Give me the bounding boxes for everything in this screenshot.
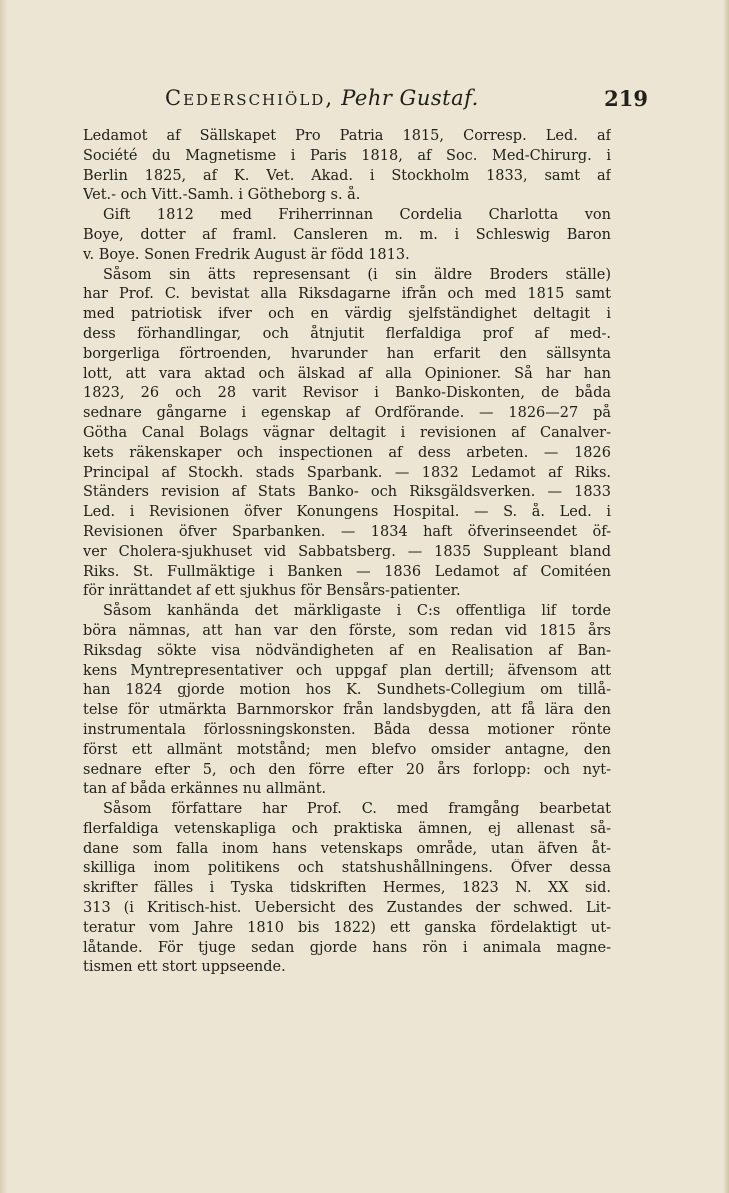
text-line: Riksdag sökte visa nödvändigheten af en Realisation af Ban- (83, 642, 611, 659)
page-number: 219 (604, 86, 648, 111)
text-line: Led. i Revisionen öfver Konungens Hospital. — S. å. Led. i (83, 504, 611, 521)
text-line: Boye, dotter af framl. Cansleren m. m. i Schleswig Baron (83, 226, 611, 243)
text-line: dess förhandlingar, och åtnjutit flerfaldiga prof af med-. (83, 325, 611, 342)
text-line: Ledamot af Sällskapet Pro Patria 1815, Corresp. Led. af (83, 128, 611, 144)
text-line: Såsom sin ätts represensant (i sin äldre Broders ställe) (103, 266, 611, 283)
body-text (83, 127, 611, 978)
text-line: först ett allmänt motstånd; men blefvo omsider antagne, den (83, 741, 611, 758)
text-line: Såsom författare har Prof. C. med framgång bearbetat (103, 801, 611, 818)
page-header (165, 86, 648, 112)
text-line: Vet.- och Vitt.-Samh. i Götheborg s. å. (83, 187, 361, 204)
text-line: han 1824 gjorde motion hos K. Sundhets-Collegium om tillå- (83, 682, 611, 699)
running-head-name: Cederschiöld, (165, 86, 335, 110)
text-line: skrifter fälles i Tyska tidskriften Hermes, 1823 N. XX sid. (83, 880, 611, 897)
text-line: låtande. För tjuge sedan gjorde hans rön i animala magne- (83, 939, 611, 956)
text-line: sednare gångarne i egenskap af Ordförande. — 1826—27 på (83, 405, 611, 422)
text-line: Société du Magnetisme i Paris 1818, af Soc. Med-Chirurg. i (83, 147, 611, 164)
text-line: teratur vom Jahre 1810 bis 1822) ett ganska fördelaktigt ut- (83, 919, 611, 936)
running-head (165, 86, 479, 110)
text-line: Såsom kanhända det märkligaste i C:s offentliga lif torde (103, 603, 611, 620)
text-line: tan af båda erkännes nu allmänt. (83, 781, 327, 798)
text-line: Principal af Stockh. stads Sparbank. — 1832 Ledamot af Riks. (83, 464, 611, 481)
text-line: Gift 1812 med Friherrinnan Cordelia Charlotta von (103, 207, 611, 224)
text-line: 1823, 26 och 28 varit Revisor i Banko-Diskonten, de båda (83, 385, 611, 402)
text-line: för inrättandet af ett sjukhus för Bensårs-patienter. (83, 583, 461, 600)
text-line: borgerliga förtroenden, hvarunder han erfarit den sällsynta (83, 345, 611, 362)
text-line: lott, att vara aktad och älskad af alla Opinioner. Så har han (83, 365, 611, 382)
text-line: kens Myntrepresentativer och uppgaf plan dertill; äfvensom att (83, 662, 611, 679)
text-line: v. Boye. Sonen Fredrik August är född 1813. (83, 246, 410, 263)
text-line: skilliga inom politikens och statshushållningens. Öfver dessa (83, 860, 611, 877)
text-line: telse för utmärkta Barnmorskor från landsbygden, att få lära den (83, 702, 611, 719)
text-line: kets räkenskaper och inspectionen af dess arbeten. — 1826 (83, 444, 611, 461)
text-line: sednare efter 5, och den förre efter 20 års forlopp: och nyt- (83, 761, 611, 778)
text-line: instrumentala förlossningskonsten. Båda dessa motioner rönte (83, 721, 611, 738)
running-head-given-name: Pehr Gustaf. (341, 86, 479, 110)
text-line: flerfaldiga vetenskapliga och praktiska ämnen, ej allenast så- (83, 820, 611, 837)
text-line: med patriotisk ifver och en värdig sjelfständighet deltagit i (83, 306, 611, 323)
text-line: Revisionen öfver Sparbanken. — 1834 haft öfverinseendet öf- (83, 523, 611, 540)
text-line: Berlin 1825, af K. Vet. Akad. i Stockholm 1833, samt af (83, 167, 611, 184)
text-line: tismen ett stort uppseende. (83, 959, 286, 976)
text-line: böra nämnas, att han var den förste, som redan vid 1815 års (83, 622, 611, 639)
text-line: 313 (i Kritisch-hist. Uebersicht des Zustandes der schwed. Lit- (83, 900, 611, 917)
page-edge-left (0, 0, 8, 1193)
text-line: dane som falla inom hans vetenskaps område, utan äfven åt- (83, 840, 611, 857)
text-line: Riks. St. Fullmäktige i Banken — 1836 Ledamot af Comitéen (83, 563, 611, 580)
text-line: ver Cholera-sjukhuset vid Sabbatsberg. — 1835 Suppleant bland (83, 543, 611, 560)
page-edge-right (723, 0, 729, 1193)
text-line: har Prof. C. bevistat alla Riksdagarne ifrån och med 1815 samt (83, 286, 611, 303)
text-line: Ständers revision af Stats Banko- och Riksgäldsverken. — 1833 (83, 484, 611, 501)
text-line: Götha Canal Bolags vägnar deltagit i revisionen af Canalver- (83, 424, 611, 441)
